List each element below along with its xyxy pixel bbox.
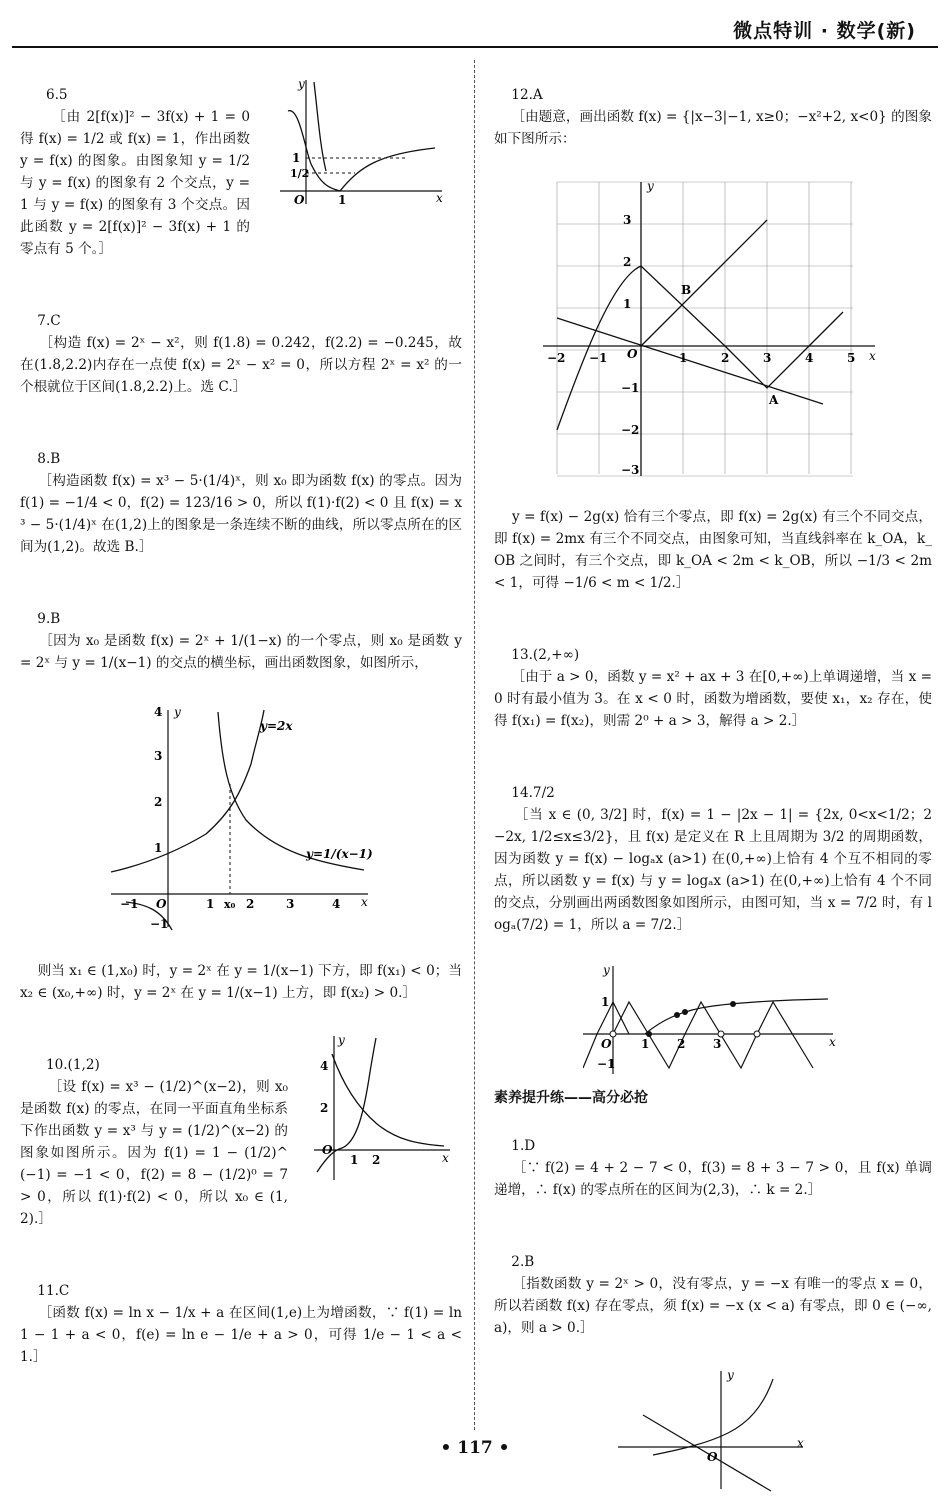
answer-label: 7.C	[37, 313, 61, 329]
y-tick-label: −1	[621, 381, 640, 395]
origin-label: O	[627, 347, 638, 361]
answer-label: 2.B	[511, 1254, 535, 1270]
y-tick-label: −2	[621, 423, 640, 437]
answer-label: 1.D	[511, 1138, 536, 1154]
exp-decay-curve	[332, 1054, 444, 1146]
y-axis-label: y	[298, 77, 305, 91]
x-tick-label: 3	[286, 897, 295, 911]
label-x0: x₀	[224, 898, 236, 911]
x-tick-label: 2	[246, 897, 255, 911]
x-tick-label: 2	[372, 1153, 381, 1167]
page-number: • 117 •	[440, 1438, 510, 1458]
x-tick-label: 2	[721, 351, 730, 365]
origin-label: O	[322, 1143, 333, 1157]
origin-label: O	[601, 1037, 612, 1051]
grid	[557, 182, 856, 476]
answer-label: 8.B	[37, 451, 61, 467]
answer-label: 13.(2,+∞)	[511, 647, 580, 663]
y-axis-label: y	[727, 1368, 734, 1382]
answer-text: ［因为 x₀ 是函数 f(x) = 2ˣ + 1/(1−x) 的一个零点，则 x₀ 是函数 y = 2ˣ 与 y = 1/(x−1) 的交点的横坐标，画出函数图象，如图所示，	[20, 633, 467, 671]
y-tick-label: 1	[154, 841, 163, 855]
x-tick-group	[547, 351, 855, 365]
answer-text: 则当 x₁ ∈ (1,x₀) 时，y = 2ˣ 在 y = 1/(x−1) 下方，即 f(x₁) < 0；当 x₂ ∈ (x₀,+∞) 时，y = 2ˣ 在 y = 1/(x−1) 上方，即 f(x₂) > 0.］	[20, 963, 467, 1001]
answer-text: ［指数函数 y = 2ˣ > 0，没有零点，y = −x 有唯一的零点 x = 0，所以若函数 f(x) 存在零点，须 f(x) = −x (x < a) 有零点，即 0 ∈ (−∞,a)，则 a > 0.］	[494, 1276, 932, 1336]
x-tick-label: 5	[847, 351, 856, 365]
answer-9-cont	[20, 938, 467, 1026]
answer-label: 11.C	[37, 1283, 70, 1299]
tick-1: 1	[292, 151, 301, 165]
x-tick-group	[641, 1037, 721, 1051]
column-divider	[474, 60, 475, 1430]
x-tick-label: 2	[677, 1037, 686, 1051]
answer-text: ［构造函数 f(x) = x³ − 5·(1/4)ˣ，则 x₀ 即为函数 f(x) 的零点。因为 f(1) = −1/4 < 0，f(2) = 123/16 > 0，所以 f(1)·f(2) < 0 且 f(x) = x³ − 5·(1/4)ˣ 在(1,2)上的图象是一条连续不断的曲线，所以零点所在的区间为(1,2)。故选 B.］	[20, 473, 467, 555]
page-header	[12, 0, 938, 50]
y-tick-label: 2	[320, 1101, 329, 1115]
y-tick-label: 1	[623, 297, 632, 311]
section-title: 素养提升练——高分必抢	[494, 1090, 648, 1106]
line-OB	[641, 220, 767, 346]
left-column	[20, 62, 467, 1396]
intersection-point	[730, 1001, 736, 1007]
f-graph	[557, 266, 843, 430]
y-axis-label: y	[174, 705, 181, 719]
y-axis-label: y	[647, 179, 654, 193]
figure-6-graph	[270, 76, 450, 206]
x-tick-label: 1	[206, 897, 215, 911]
origin-label: O	[156, 897, 167, 911]
origin-label: O	[707, 1450, 718, 1464]
answer-label: 14.7/2	[511, 785, 555, 801]
figure-9-graph	[106, 702, 376, 932]
x-axis-label: x	[829, 1035, 836, 1049]
section-answer-1	[494, 1113, 932, 1223]
answer-text: ［由 2[f(x)]² − 3f(x) + 1 = 0 得 f(x) = 1/2 或 f(x) = 1，作出函数 y = f(x) 的图象。由图象知 y = 1/2 与 y = f(x) 的图象有 2 个交点，y = 1 与 y = f(x) 的图象有 3 个交点。因此函数 y = 2[f(x)]² − 3f(x) + 1 的零点有 5 个。］	[20, 109, 255, 257]
y-axis-label: y	[603, 964, 610, 977]
x-axis-label: x	[442, 1151, 449, 1165]
y-tick-label: 4	[320, 1059, 329, 1073]
figure-10-graph	[312, 1032, 452, 1182]
y-tick-label: −1	[597, 1057, 616, 1071]
answer-10	[20, 1032, 462, 1252]
y-tick-group	[621, 213, 639, 477]
answer-text: ［当 x ∈ (0, 3/2] 时，f(x) = 1 − |2x − 1| = {2x, 0<x<1/2；2−2x, 1/2≤x≤3/2}，且 f(x) 是定义在 R 上且周期为 3/2 的周期函数，因为函数 y = f(x) − logₐx (a>1) 在(0,+∞)上恰有 4 个互不相同的零点，所以函数 y = f(x) 与 y = logₐx (a>1) 在(0,+∞)上恰有 4 个不同的交点，分别画出两函数图象如图所示，由图可知，当 x = 7/2 时，有 logₐ(7/2) = 1，所以 a = 7/2.］	[494, 807, 932, 933]
right-column	[494, 62, 937, 1498]
point-A-label: A	[769, 393, 779, 407]
x-axis-label: x	[361, 895, 368, 909]
x-tick-label: 3	[713, 1037, 722, 1051]
y-tick-label: 2	[154, 795, 163, 809]
x-tick-label: −2	[547, 351, 566, 365]
label-rec: y=1/(x−1)	[306, 847, 373, 861]
answer-12-cont	[494, 484, 937, 616]
answer-6	[20, 62, 462, 282]
x-tick-label: −1	[589, 351, 608, 365]
origin-label: O	[294, 193, 305, 206]
header-rule	[12, 46, 938, 48]
answer-14	[494, 760, 932, 958]
y-tick-label: 2	[623, 255, 632, 269]
answer-label: 6.5	[45, 87, 68, 103]
intersection-point	[674, 1012, 680, 1018]
y-tick-label: 3	[623, 213, 632, 227]
answer-label: 12.A	[511, 87, 543, 103]
answer-text: ［∵ f(2) = 4 + 2 − 7 < 0，f(3) = 8 + 3 − 7 > 0，且 f(x) 单调递增，∴ f(x) 的零点所在的区间为(2,3)，∴ k = 2.］	[494, 1160, 932, 1198]
y-tick-label: 1	[601, 995, 610, 1009]
answer-label: 9.B	[37, 611, 61, 627]
x-tick-label: 1	[679, 351, 688, 365]
answer-8	[20, 426, 467, 580]
x-axis-label: x	[797, 1436, 804, 1450]
x-axis-label: x	[869, 349, 876, 363]
log-curve	[645, 999, 828, 1034]
y-axis-label: y	[338, 1033, 345, 1047]
y-tick-label: 3	[154, 749, 163, 763]
answer-label: 10.(1,2)	[45, 1057, 100, 1073]
answer-text: ［构造 f(x) = 2ˣ − x²，则 f(1.8) = 0.242，f(2.2) = −0.245，故在(1.8,2.2)内存在一点使 f(x) = 2ˣ − x² = 0，所以方程 2ˣ = x² 的一个根就位于区间(1.8,2.2)上。选 C.］	[20, 335, 462, 395]
y-tick-label: −1	[150, 917, 169, 931]
answer-7	[20, 288, 462, 420]
x-tick-label: 4	[805, 351, 814, 365]
answer-text: ［设 f(x) = x³ − (1/2)^(x−2)，则 x₀ 是函数 f(x) 的零点，在同一平面直角坐标系下作出函数 y = x³ 与 y = (1/2)^(x−2) 的图象如图所示。因为 f(1) = 1 − (1/2)^(−1) = −1 < 0，f(2) = 8 − (1/2)⁰ = 7 > 0，所以 f(1)·f(2) < 0，所以 x₀ ∈ (1,2).］	[20, 1079, 293, 1227]
x-tick-label: 1	[350, 1153, 359, 1167]
figure-14-graph	[583, 964, 843, 1079]
answer-text: ［由题意，画出函数 f(x) = {|x−3|−1, x≥0；−x²+2, x<0} 的图象如下图所示：	[494, 109, 932, 147]
figure-s2-graph	[613, 1367, 813, 1492]
y-tick-label: −3	[621, 463, 640, 477]
x-tick-1: 1	[338, 193, 347, 206]
answer-text: ［函数 f(x) = ln x − 1/x + a 在区间(1,e)上为增函数，∵ f(1) = ln 1 − 1 + a < 0，f(e) = ln e − 1/e + a > 0，可得 1/e − 1 < a < 1.］	[20, 1305, 467, 1365]
x-tick-label: 4	[332, 897, 341, 911]
y-tick-group	[320, 1059, 328, 1115]
answer-text: ［由于 a > 0，函数 y = x² + ax + 3 在[0,+∞)上单调递增，当 x = 0 时有最小值为 3。在 x < 0 时，函数为增函数，要使 x₁，x₂ 存在，使得 f(x₁) = f(x₂)，则需 2⁰ + a > 3，解得 a > 2.］	[494, 669, 937, 729]
answer-text: y = f(x) − 2g(x) 恰有三个零点，即 f(x) = 2g(x) 有三个不同交点，即 f(x) = 2mx 有三个不同交点，由图象可知，当直线斜率在 k_OA，k_OB 之间时，有三个交点，即 k_OA < 2m < k_OB，所以 −1/3 < 2m < 1，可得 −1/6 < m < 1/2.］	[494, 509, 937, 591]
periodic-f	[613, 1002, 813, 1068]
x-tick-group	[350, 1153, 380, 1167]
x-axis-label: x	[436, 191, 443, 205]
f-curve	[288, 111, 435, 191]
point-B-label: B	[681, 283, 692, 297]
y-tick-label: 4	[154, 705, 163, 719]
section-answer-2	[494, 1229, 932, 1361]
exp-curve	[111, 710, 264, 872]
answer-12	[494, 62, 932, 172]
book-title: 微点特训 · 数学(新)	[733, 20, 916, 42]
x-tick-label: 1	[641, 1037, 650, 1051]
open-point	[754, 1031, 760, 1037]
answer-9	[20, 586, 467, 696]
tick-half: 1/2	[290, 167, 310, 180]
x-tick-label: 3	[763, 351, 772, 365]
label-exp: y=2x	[260, 719, 293, 733]
figure-12-graph	[543, 178, 883, 478]
answer-11	[20, 1258, 467, 1390]
x-tick-label: −1	[120, 897, 139, 911]
intersection-point	[682, 1009, 688, 1015]
answer-13	[494, 622, 937, 754]
